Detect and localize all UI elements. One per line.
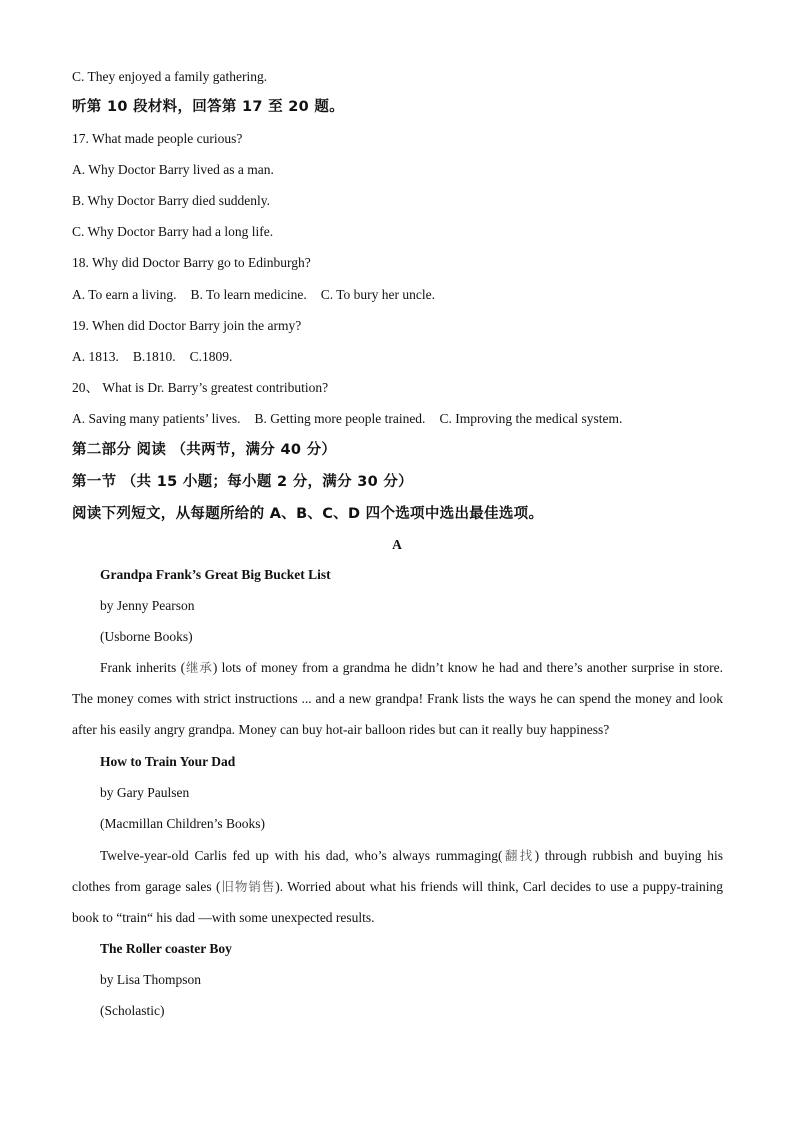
book-3-author: by Lisa Thompson [100, 972, 201, 987]
q20-stem: 20、 What is Dr. Barry’s greatest contribution? [72, 380, 329, 395]
q19-stem: 19. When did Doctor Barry join the army? [72, 318, 302, 333]
book-3-publisher: (Scholastic) [100, 1003, 165, 1018]
q19-option-a: A. 1813. [72, 349, 119, 364]
q18-option-a: A. To earn a living. [72, 287, 177, 302]
book-1-description [72, 652, 723, 745]
q17-option-c: C. Why Doctor Barry had a long life. [72, 224, 274, 239]
q19-option-c: C.1809. [189, 349, 233, 364]
q17-stem: 17. What made people curious? [72, 131, 243, 146]
q20-option-c: C. Improving the medical system. [439, 411, 623, 426]
book-2-title: How to Train Your Dad [100, 754, 236, 769]
book-2-desc-part-2: ) through rubbish and buying his clothes from garage sales ( [72, 848, 723, 894]
q19-options [72, 348, 232, 366]
book-2-desc-part-3: ). Worried about what his friends will think, Carl decides to use a puppy-training book to “train“ his dad —with some unexpected results. [72, 879, 723, 925]
passage-label: A [392, 537, 402, 552]
book-1-desc-part-2: ) lots of money from a grandma he didn’t know he had and there’s another surprise in store. The money comes with strict instructions ... and a new grandpa! Frank lists the ways he can spend the money and look after his easily angry grandpa. Money can buy hot-air balloon rides but can it really buy happiness? [72, 660, 723, 737]
book-2-description [72, 840, 723, 933]
q16-option-c: C. They enjoyed a family gathering. [72, 69, 268, 84]
book-1-publisher: (Usborne Books) [100, 629, 193, 644]
book-2-author: by Gary Paulsen [100, 785, 190, 800]
book-1-title: Grandpa Frank’s Great Big Bucket List [100, 567, 331, 582]
q20-option-b: B. Getting more people trained. [254, 411, 426, 426]
book-1-gloss: 继承 [185, 660, 213, 675]
book-1-author: by Jenny Pearson [100, 598, 195, 613]
q18-stem: 18. Why did Doctor Barry go to Edinburgh? [72, 255, 311, 270]
book-2-publisher: (Macmillan Children’s Books) [100, 816, 265, 831]
q20-options [72, 410, 622, 428]
q17-option-b: B. Why Doctor Barry died suddenly. [72, 193, 270, 208]
part-two-title: 第二部分 阅读 （共两节，满分 40 分） [72, 442, 337, 458]
book-2-gloss-2: 旧物销售 [220, 879, 276, 894]
section-10-instruction: 听第 10 段材料，回答第 17 至 20 题。 [72, 99, 345, 115]
book-2-desc-part-1: Twelve-year-old Carlis fed up with his dad, who’s always rummaging( [100, 848, 503, 863]
q19-option-b: B.1810. [132, 349, 176, 364]
book-3-title: The Roller coaster Boy [100, 941, 232, 956]
q18-option-c: C. To bury her uncle. [320, 287, 435, 302]
q18-option-b: B. To learn medicine. [190, 287, 307, 302]
section-one-title: 第一节 （共 15 小题；每小题 2 分，满分 30 分） [72, 474, 413, 490]
q20-option-a: A. Saving many patients’ lives. [72, 411, 241, 426]
q18-options [72, 286, 435, 304]
book-2-gloss-1: 翻找 [502, 848, 535, 863]
book-1-desc-part-1: Frank inherits ( [100, 660, 186, 675]
q17-option-a: A. Why Doctor Barry lived as a man. [72, 162, 274, 177]
reading-instruction: 阅读下列短文，从每题所给的 A、B、C、D 四个选项中选出最佳选项。 [72, 506, 544, 522]
